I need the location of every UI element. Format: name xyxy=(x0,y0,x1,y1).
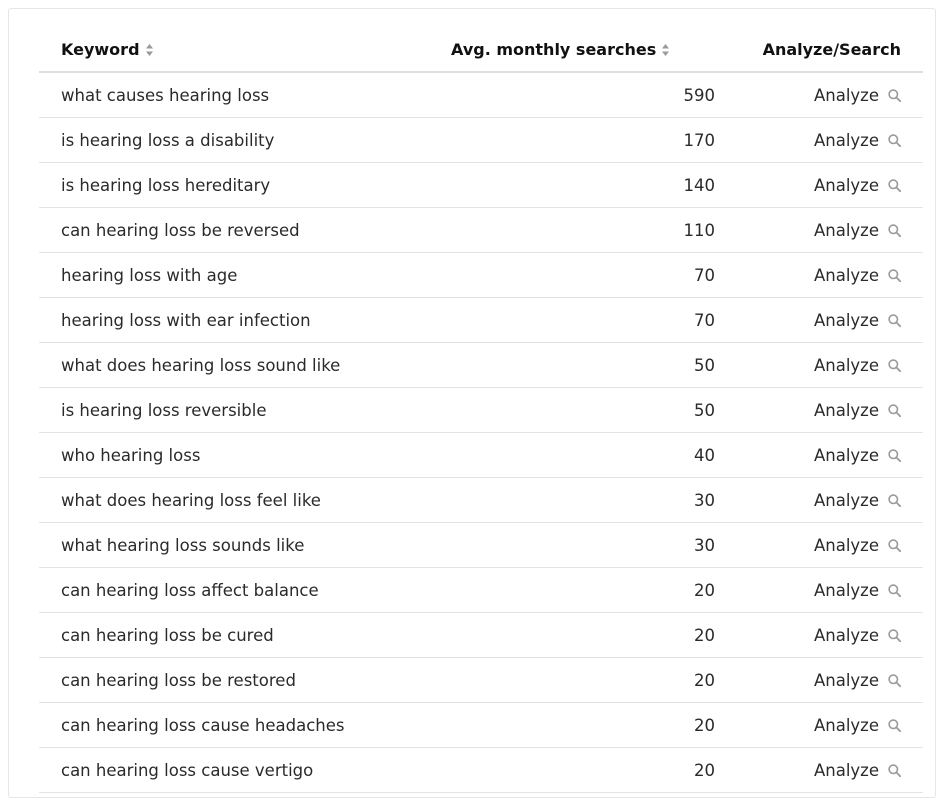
keyword-cell: is hearing loss reversible xyxy=(39,388,451,433)
searches-cell: 40 xyxy=(451,433,715,478)
keyword-cell: can hearing loss be reversed xyxy=(39,208,451,253)
searches-cell: 30 xyxy=(451,478,715,523)
analyze-button[interactable] xyxy=(814,716,901,735)
table-row xyxy=(39,748,923,793)
column-header-label: Avg. monthly searches xyxy=(451,39,657,59)
table-row xyxy=(39,163,923,208)
table-row xyxy=(39,658,923,703)
analyze-button[interactable] xyxy=(814,626,901,645)
analyze-label: Analyze xyxy=(813,490,879,510)
searches-cell: 590 xyxy=(451,72,715,118)
table-row xyxy=(39,523,923,568)
keyword-cell: what hearing loss sounds like xyxy=(39,523,451,568)
keyword-cell: can hearing loss cause vertigo xyxy=(39,748,451,793)
analyze-cell xyxy=(715,298,923,343)
search-icon[interactable] xyxy=(888,494,901,507)
keyword-cell: can hearing loss affect balance xyxy=(39,568,451,613)
keyword-cell: what does hearing loss sound like xyxy=(39,343,451,388)
searches-cell: 30 xyxy=(451,523,715,568)
searches-cell: 140 xyxy=(451,163,715,208)
searches-cell: 50 xyxy=(451,343,715,388)
column-header-keyword[interactable] xyxy=(39,27,451,72)
table-row xyxy=(39,388,923,433)
search-icon[interactable] xyxy=(888,134,901,147)
analyze-button[interactable] xyxy=(814,446,901,465)
keyword-cell: can hearing loss cause headaches xyxy=(39,703,451,748)
analyze-button[interactable] xyxy=(814,671,901,690)
search-icon[interactable] xyxy=(888,629,901,642)
analyze-button[interactable] xyxy=(814,176,901,195)
analyze-cell xyxy=(715,163,923,208)
analyze-label: Analyze xyxy=(813,670,879,690)
searches-cell: 20 xyxy=(451,658,715,703)
analyze-label: Analyze xyxy=(813,175,879,195)
column-header-analyze xyxy=(715,27,923,72)
search-icon[interactable] xyxy=(888,764,901,777)
searches-cell: 20 xyxy=(451,568,715,613)
analyze-cell xyxy=(715,388,923,433)
analyze-cell xyxy=(715,703,923,748)
search-icon[interactable] xyxy=(888,89,901,102)
table-row xyxy=(39,298,923,343)
search-icon[interactable] xyxy=(888,179,901,192)
analyze-button[interactable] xyxy=(814,356,901,375)
table-body xyxy=(39,72,923,793)
searches-cell: 20 xyxy=(451,613,715,658)
keyword-cell: is hearing loss hereditary xyxy=(39,163,451,208)
searches-cell: 70 xyxy=(451,298,715,343)
keyword-cell: who hearing loss xyxy=(39,433,451,478)
analyze-cell xyxy=(715,118,923,163)
keyword-cell: is hearing loss a disability xyxy=(39,118,451,163)
column-header-label: Analyze/Search xyxy=(762,39,901,59)
analyze-label: Analyze xyxy=(813,445,879,465)
analyze-cell xyxy=(715,343,923,388)
table-row xyxy=(39,703,923,748)
table-row xyxy=(39,72,923,118)
analyze-label: Analyze xyxy=(813,130,879,150)
analyze-button[interactable] xyxy=(814,401,901,420)
searches-cell: 20 xyxy=(451,748,715,793)
analyze-cell xyxy=(715,208,923,253)
keyword-cell: can hearing loss be restored xyxy=(39,658,451,703)
search-icon[interactable] xyxy=(888,449,901,462)
keyword-table xyxy=(39,27,923,793)
analyze-label: Analyze xyxy=(813,760,879,780)
analyze-label: Analyze xyxy=(813,580,879,600)
analyze-label: Analyze xyxy=(813,265,879,285)
analyze-button[interactable] xyxy=(814,86,901,105)
analyze-cell xyxy=(715,433,923,478)
search-icon[interactable] xyxy=(888,674,901,687)
analyze-button[interactable] xyxy=(814,581,901,600)
analyze-cell xyxy=(715,568,923,613)
analyze-cell xyxy=(715,658,923,703)
searches-cell: 20 xyxy=(451,703,715,748)
table-row xyxy=(39,253,923,298)
analyze-label: Analyze xyxy=(813,715,879,735)
analyze-label: Analyze xyxy=(813,535,879,555)
analyze-button[interactable] xyxy=(814,491,901,510)
search-icon[interactable] xyxy=(888,359,901,372)
analyze-label: Analyze xyxy=(813,400,879,420)
analyze-label: Analyze xyxy=(813,220,879,240)
table-row xyxy=(39,613,923,658)
analyze-cell xyxy=(715,253,923,298)
table-header-row xyxy=(39,27,923,72)
analyze-label: Analyze xyxy=(813,310,879,330)
search-icon[interactable] xyxy=(888,539,901,552)
search-icon[interactable] xyxy=(888,314,901,327)
analyze-button[interactable] xyxy=(814,761,901,780)
analyze-cell xyxy=(715,72,923,118)
analyze-label: Analyze xyxy=(813,625,879,645)
analyze-button[interactable] xyxy=(814,131,901,150)
keyword-cell: hearing loss with ear infection xyxy=(39,298,451,343)
search-icon[interactable] xyxy=(888,269,901,282)
keyword-cell: can hearing loss be cured xyxy=(39,613,451,658)
analyze-button[interactable] xyxy=(814,311,901,330)
search-icon[interactable] xyxy=(888,224,901,237)
table-row xyxy=(39,568,923,613)
table-row xyxy=(39,433,923,478)
column-header-searches[interactable] xyxy=(451,27,715,72)
search-icon[interactable] xyxy=(888,719,901,732)
analyze-cell xyxy=(715,748,923,793)
column-header-label: Keyword xyxy=(61,39,140,59)
analyze-cell xyxy=(715,523,923,568)
analyze-button[interactable] xyxy=(814,221,901,240)
analyze-cell xyxy=(715,478,923,523)
analyze-button[interactable] xyxy=(814,266,901,285)
analyze-label: Analyze xyxy=(813,85,879,105)
searches-cell: 70 xyxy=(451,253,715,298)
sort-icon[interactable] xyxy=(146,44,153,56)
sort-icon[interactable] xyxy=(662,44,669,56)
search-icon[interactable] xyxy=(888,404,901,417)
table-row xyxy=(39,478,923,523)
keyword-cell: what causes hearing loss xyxy=(39,72,451,118)
analyze-cell xyxy=(715,613,923,658)
keyword-cell: what does hearing loss feel like xyxy=(39,478,451,523)
table-row xyxy=(39,118,923,163)
analyze-label: Analyze xyxy=(813,355,879,375)
searches-cell: 170 xyxy=(451,118,715,163)
search-icon[interactable] xyxy=(888,584,901,597)
keyword-cell: hearing loss with age xyxy=(39,253,451,298)
searches-cell: 50 xyxy=(451,388,715,433)
searches-cell: 110 xyxy=(451,208,715,253)
table-row xyxy=(39,343,923,388)
analyze-button[interactable] xyxy=(814,536,901,555)
table-row xyxy=(39,208,923,253)
keyword-table-card xyxy=(8,8,936,798)
